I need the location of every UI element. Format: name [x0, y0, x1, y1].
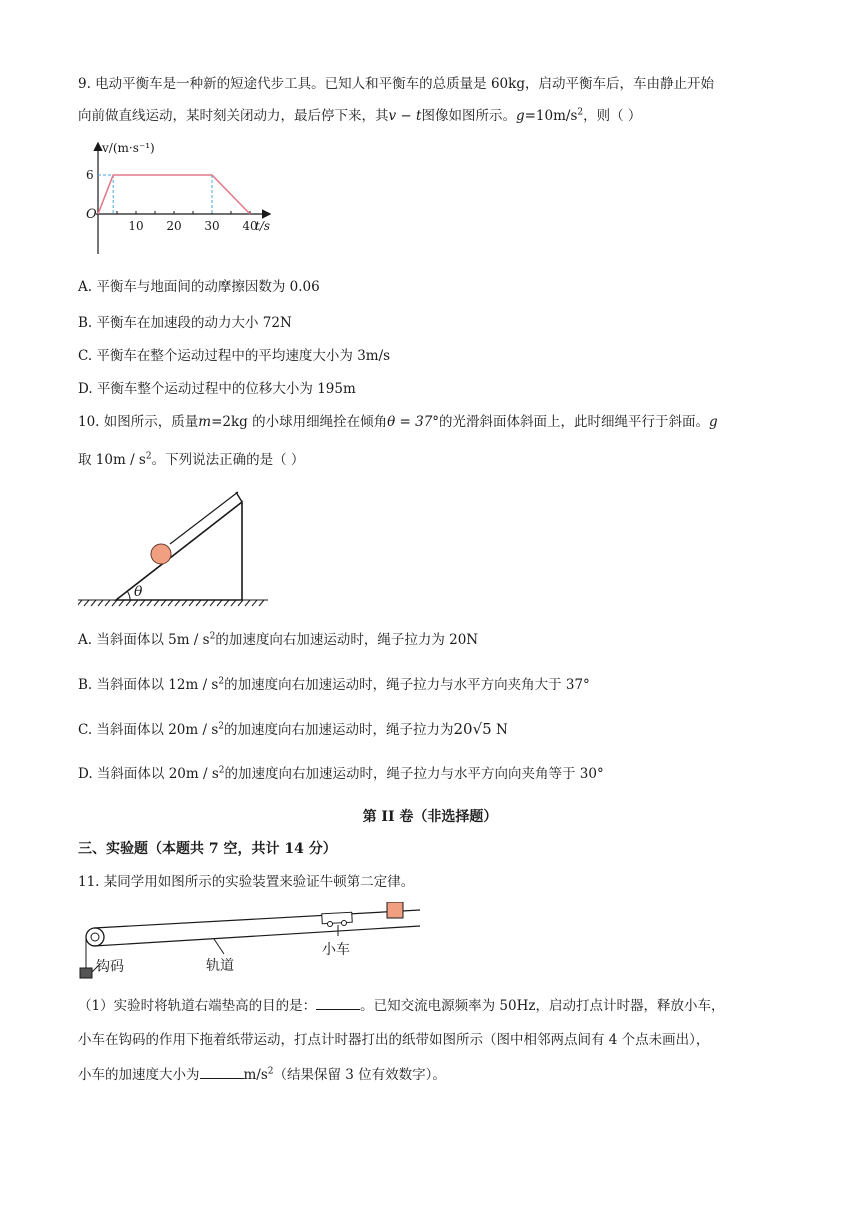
q10-option-c [78, 719, 508, 740]
track-bottom [94, 926, 420, 946]
q11-part1-line2: 小车在钩码的作用下拖着纸带运动，打点计时器打出的纸带如图所示（图中相邻两点间有 4 个点未画出）， [78, 1032, 710, 1048]
theta-label: θ [134, 584, 143, 600]
opt-part: 的加速度向右加速运动时，绳子拉力为 [224, 722, 454, 738]
q10-unit: m / s [112, 452, 146, 468]
velocity-series-line [98, 175, 250, 214]
hatch-mark [189, 600, 194, 606]
hatch-mark [105, 600, 110, 606]
x-tick-label: 40 [242, 219, 258, 233]
q10-text-part: 10. 如图所示，质量 [78, 414, 199, 430]
opt-part: 的加速度向右加速运动时，绳子拉力为 20N [215, 632, 479, 648]
hatch-mark [91, 600, 96, 606]
hatch-mark [112, 600, 117, 606]
weight-block [80, 968, 92, 978]
q9-sup: 2 [577, 107, 584, 118]
hatch-mark [231, 600, 236, 606]
hatch-mark [126, 600, 131, 606]
q11-sup: 2 [267, 1066, 274, 1077]
q10-option-a [78, 630, 478, 650]
q11-text-part: 。已知交流电源频率为 50Hz，启动打点计时器，释放小车， [360, 998, 725, 1014]
vt-chart [78, 138, 288, 266]
q10-m-symbol: m [198, 414, 212, 430]
opt-sup: 2 [218, 721, 225, 732]
section3-title: 三、实验题（本题共 7 空，共计 14 分） [78, 841, 337, 857]
sqrt-expr: 20√5 [453, 720, 492, 738]
q9-text-line2 [78, 106, 641, 126]
hatch-mark [203, 600, 208, 606]
x-tick-label: 10 [128, 219, 144, 233]
opt-unit: m / s [185, 766, 219, 782]
q11-text-part: （结果保留 3 位有效数字）。 [273, 1067, 446, 1083]
timer-block [387, 902, 403, 918]
x-axis-label: t/s [255, 219, 271, 233]
q10-text-line2 [78, 450, 304, 470]
q11-text-line1: 11. 某同学用如图所示的实验装置来验证牛顿第二定律。 [78, 874, 415, 890]
y-tick-label: 6 [86, 168, 94, 182]
q9-text-part: =10m/s [524, 108, 578, 124]
hatch-mark [84, 600, 89, 606]
rope [170, 492, 238, 544]
q10-option-b [78, 675, 590, 695]
hatch-mark [161, 600, 166, 606]
opt-sup: 2 [218, 765, 225, 776]
opt-part: A. 当斜面体以 5 [78, 632, 177, 648]
q9-text-part: ，则（ ） [583, 108, 642, 124]
q9-option-a: A. 平衡车与地面间的动摩擦因数为 0.06 [78, 279, 320, 295]
q10-theta-expr: θ = 37° [387, 414, 440, 430]
q9-text-part: 向前做直线运动，某时刻关闭动力，最后停下来，其 [78, 108, 389, 124]
q9-g-symbol: g [515, 108, 525, 124]
incline-figure [78, 488, 278, 610]
q10-text-part: 取 10 [78, 452, 113, 468]
hatch-mark [238, 600, 243, 606]
opt-sup: 2 [209, 631, 216, 642]
ball [151, 544, 171, 564]
hatch-mark [224, 600, 229, 606]
q9-option-d: D. 平衡车整个运动过程中的位移大小为 195m [78, 381, 356, 397]
cart-body [322, 912, 352, 924]
track-top [94, 910, 420, 928]
opt-unit: m / s [185, 722, 219, 738]
pulley-hub [91, 933, 99, 941]
hatch-mark [217, 600, 222, 606]
cart-wheel [342, 921, 347, 926]
opt-sup: 2 [218, 676, 225, 687]
origin-label: O [86, 207, 97, 222]
pulley [86, 928, 104, 946]
opt-part: N [491, 722, 508, 738]
q11-text-part: m/s [243, 1067, 268, 1083]
hatch-mark [175, 600, 180, 606]
hatch-mark [98, 600, 103, 606]
hatch-mark [168, 600, 173, 606]
q10-text-part: =2kg 的小球用细绳拴在倾角 [211, 414, 388, 430]
answer-blank-1[interactable] [316, 995, 360, 1010]
section2-title: 第 II 卷（非选择题） [362, 809, 498, 825]
angle-arc [127, 591, 130, 600]
hatch-mark [119, 600, 124, 606]
label-weight: 钩码 [96, 959, 124, 975]
q11-text-part: （1）实验时将轨道右端垫高的目的是： [78, 998, 317, 1014]
q9-text-part: 图像如图所示。 [421, 108, 516, 124]
opt-part: D. 当斜面体以 20 [78, 766, 186, 782]
q11-text-part: 小车的加速度大小为 [78, 1067, 200, 1083]
opt-unit: m / s [176, 632, 210, 648]
ground-hatching [78, 600, 268, 606]
hatch-mark [147, 600, 152, 606]
label-leader-track [214, 939, 224, 954]
q9-text-line1: 9. 电动平衡车是一种新的短途代步工具。已知人和平衡车的总质量是 60kg，启动平衡车后，车由静止开始 [78, 76, 714, 92]
opt-unit: m / s [185, 677, 219, 693]
opt-part: 的加速度向右加速运动时，绳子拉力与水平方向夹角大于 37° [224, 677, 590, 693]
opt-part: C. 当斜面体以 20 [78, 722, 186, 738]
hatch-mark [252, 600, 257, 606]
hatch-mark [245, 600, 250, 606]
answer-blank-2[interactable] [200, 1064, 244, 1079]
hatch-mark [196, 600, 201, 606]
q9-option-b: B. 平衡车在加速段的动力大小 72N [78, 315, 292, 331]
q9-vt-symbol: v − t [388, 108, 422, 124]
hatch-mark [182, 600, 187, 606]
q10-text-part: 。下列说法正确的是（ ） [151, 452, 305, 468]
hatch-mark [140, 600, 145, 606]
hatch-mark [259, 600, 264, 606]
hatch-mark [154, 600, 159, 606]
q10-text-part: 的光滑斜面体斜面上，此时细绳平行于斜面。 [439, 414, 710, 430]
q10-g-symbol: g [709, 414, 718, 430]
hatch-mark [78, 600, 82, 606]
x-tick-label: 20 [166, 219, 182, 233]
q11-part1-line3 [78, 1064, 446, 1085]
q10-text-line1 [78, 412, 718, 432]
hatch-mark [210, 600, 215, 606]
y-axis-label: v/(m·s⁻¹) [102, 141, 155, 155]
label-track: 轨道 [206, 958, 234, 974]
x-tick-label: 30 [204, 219, 220, 233]
q10-option-d [78, 764, 604, 784]
q10-sup: 2 [145, 451, 152, 462]
opt-part: B. 当斜面体以 12 [78, 677, 186, 693]
opt-part: 的加速度向右加速运动时，绳子拉力与水平方向向夹角等于 30° [224, 766, 604, 782]
track-apparatus [76, 902, 426, 984]
q9-option-c: C. 平衡车在整个运动过程中的平均速度大小为 3m/s [78, 348, 391, 364]
label-cart: 小车 [322, 942, 350, 958]
q11-part1-line1 [78, 995, 724, 1016]
cart-wheel [328, 922, 333, 927]
hatch-mark [133, 600, 138, 606]
